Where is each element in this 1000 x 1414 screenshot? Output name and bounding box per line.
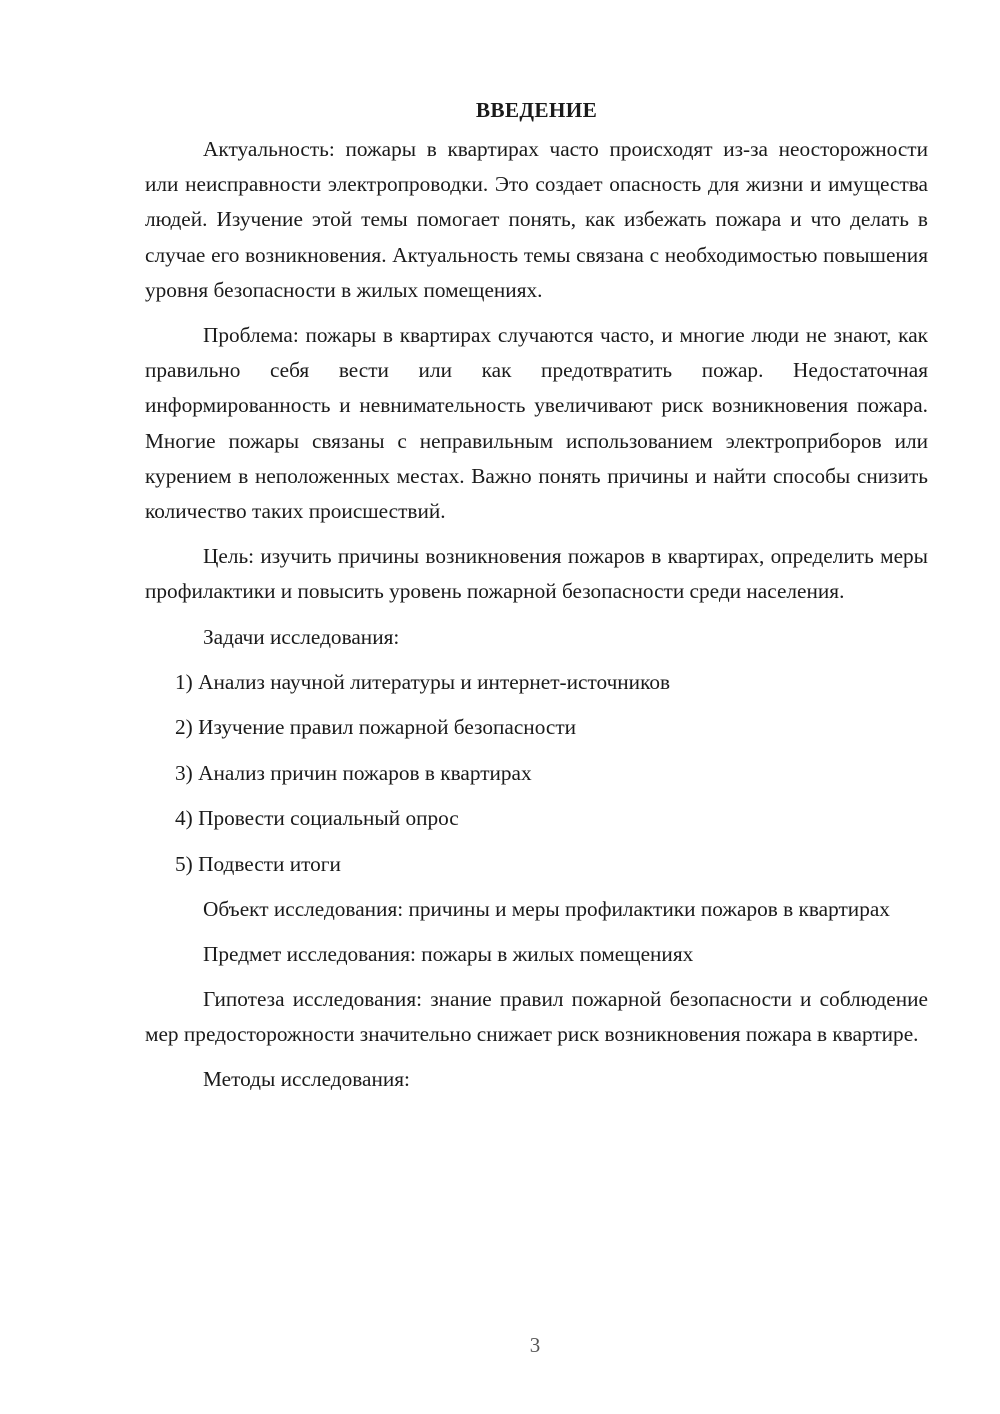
list-item: 4) Провести социальный опрос bbox=[175, 806, 459, 831]
document-page bbox=[145, 92, 928, 1107]
list-item: 2) Изучение правил пожарной безопасности bbox=[175, 715, 577, 740]
list-item: 3) Анализ причин пожаров в квартирах bbox=[175, 760, 532, 785]
goal-paragraph: Цель: изучить причины возникновения пожаров в квартирах, определить меры профилактики и повысить уровень пожарной безопасности среди населения. bbox=[145, 544, 928, 604]
hypothesis-paragraph: Гипотеза исследования: знание правил пожарной безопасности и соблюдение мер предосторожности значительно снижает риск возникновения пожара в квартире. bbox=[145, 986, 928, 1047]
section-title: ВВЕДЕНИЕ bbox=[475, 98, 598, 122]
subject-paragraph: Предмет исследования: пожары в жилых помещениях bbox=[203, 941, 694, 966]
tasks-list bbox=[145, 665, 928, 882]
problem-paragraph: Проблема: пожары в квартирах случаются часто, и многие люди не знают, как правильно себя вести или как предотвратить пожар. Недостаточная информированность и невнимательность увеличивают риск возникновения пожара. Многие пожары связаны с неправильным использованием электроприборов или курением в неположенных местах. Важно понять причины и найти способы снизить количество таких происшествий. bbox=[145, 323, 928, 524]
list-item: 1) Анализ научной литературы и интернет-источников bbox=[175, 669, 671, 694]
page-number: 3 bbox=[529, 1333, 541, 1357]
relevance-paragraph: Актуальность: пожары в квартирах часто происходят из-за неосторожности или неисправности электропроводки. Это создает опасность для жизни и имущества людей. Изучение этой темы помогает понять, как избежать пожара и что делать в случае его возникновения. Актуальность темы связана с необходимостью повышения уровня безопасности в жилых помещениях. bbox=[145, 137, 928, 302]
methods-heading: Методы исследования: bbox=[203, 1067, 410, 1092]
tasks-heading: Задачи исследования: bbox=[203, 624, 400, 649]
list-item: 5) Подвести итоги bbox=[175, 851, 341, 876]
object-paragraph: Объект исследования: причины и меры профилактики пожаров в квартирах bbox=[203, 896, 890, 921]
